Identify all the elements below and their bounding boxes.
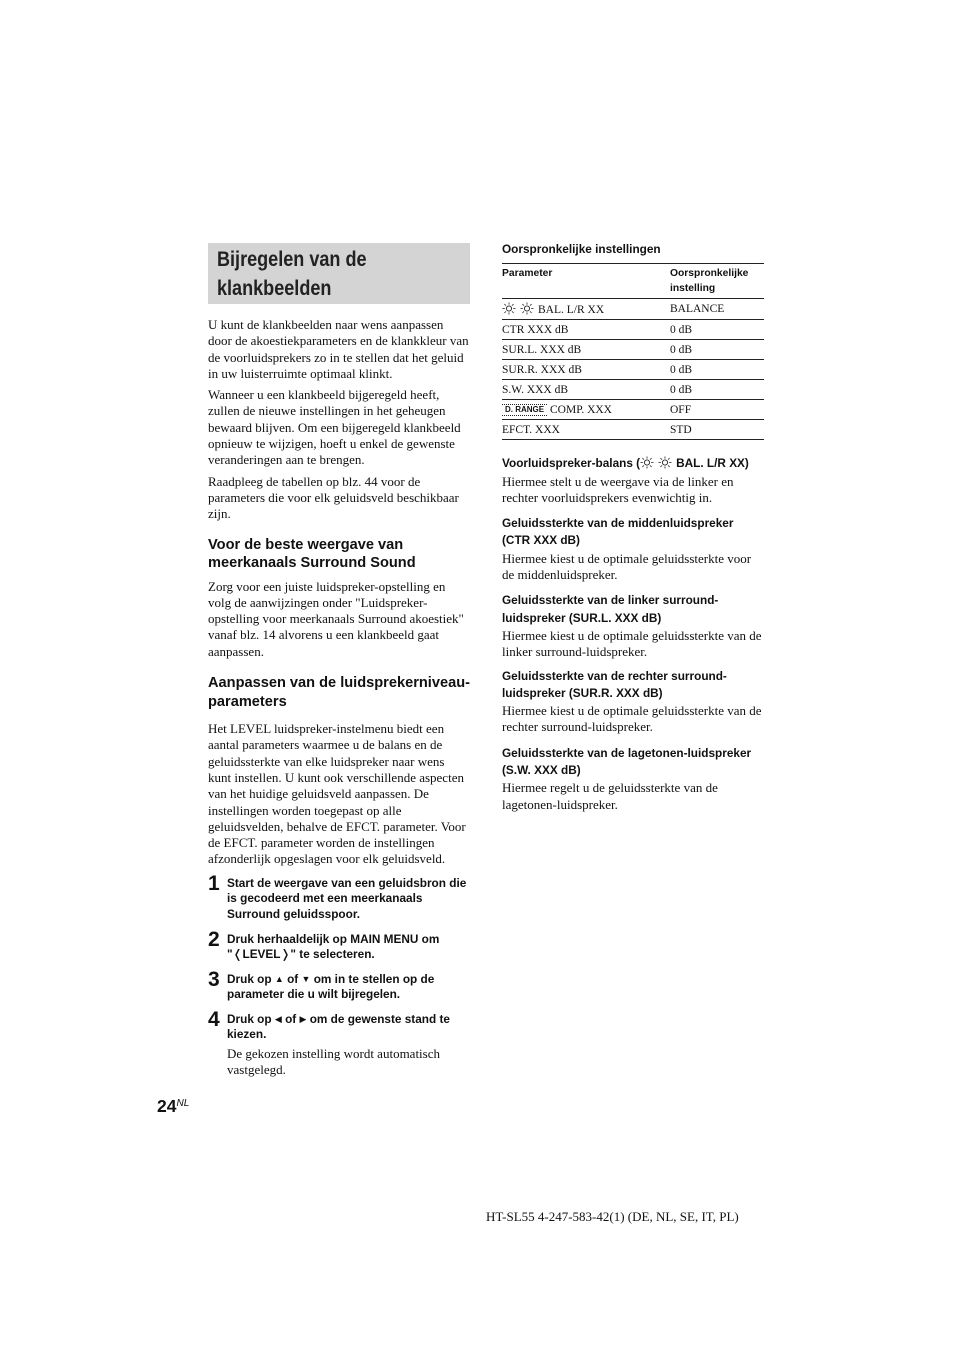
item-body: Hiermee regelt u de geluidssterkte van de lagetonen-luidspreker. [502,780,718,812]
left-column [208,243,470,1084]
item-center [502,515,764,583]
table-row [502,400,764,420]
table-cell: 0 dB [670,380,764,400]
table-row [502,380,764,400]
table-cell: STD [670,420,764,440]
item-body: Hiermee kiest u de optimale geluidssterkte van de rechter surround-luidspreker. [502,703,762,735]
step-text-part: om in te stellen op de parameter die u wilt bijregelen. [227,971,435,1002]
speaker-burst-icon [640,456,654,469]
speaker-burst-icon [520,302,534,315]
speaker-burst-icon [658,456,672,469]
step-text-part: " te selecteren. [290,947,375,962]
page-number [157,1096,189,1117]
title-line-1: Bijregelen van de [217,247,367,271]
step-text-part: om de gewenste stand te kiezen. [227,1011,450,1042]
item-heading: Geluidssterkte van de rechter surround-luidspreker (SUR.R. XXX dB) [502,668,727,700]
section-heading-surround: Voor de beste weergave van meerkanaals Surround Sound [208,536,416,572]
item-body: Hiermee stelt u de weergave via de linker en rechter voorluidsprekers evenwichtig in. [502,473,734,505]
step-text-part: of [287,971,299,986]
item-heading-part: Voorluidspreker-balans ( [502,456,641,471]
item-heading: Geluidssterkte van de lagetonen-luidspreker (S.W. XXX dB) [502,745,752,778]
step-text-part: Druk op [227,1011,272,1026]
arrow-up-icon: ▲ [274,973,284,984]
table-cell: BALANCE [670,299,764,320]
arrow-down-icon: ▼ [301,973,311,984]
table-cell: CTR XXX dB [502,320,670,340]
table-row [502,340,764,360]
footer-model-info: HT-SL55 4-247-583-42(1) (DE, NL, SE, IT, PL) [486,1209,739,1224]
right-column [502,241,764,818]
item-subwoofer [502,745,764,813]
table-row [502,360,764,380]
table-cell: 0 dB [670,340,764,360]
table-title: Oorspronkelijke instellingen [502,242,661,256]
item-surround-left [502,592,764,660]
table-cell [502,299,670,320]
row-param: BAL. L/R XX [538,303,605,316]
table-row [502,420,764,440]
chevron-left-icon: ❬ [232,947,243,962]
section-heading-level: Aanpassen van de luidsprekerniveau-parameters [208,675,470,710]
level-label: LEVEL [242,947,281,962]
arrow-right-icon: ▶ [299,1013,307,1024]
step-4 [208,1007,470,1079]
page-number-value: 24 [157,1096,177,1116]
step-1 [208,871,470,923]
table-header-row [502,264,764,299]
section-body-level: Het LEVEL luidspreker-instelmenu biedt een aantal parameters waarmee u de balans en de geluidssterkte van elke luidspreker naar wens kunt instellen. U kunt ook verschillende aspecten van het huidige geluidsveld aanpassen. De instellingen worden toegepast op alle geluidsvelden, behalve de EFCT. parameter. Voor de EFCT. parameter worden de instellingen afzonderlijk opgeslagen voor elk geluidsveld. [208,721,466,867]
item-heading: Geluidssterkte van de linker surround-luidspreker (SUR.L. XXX dB) [502,593,719,625]
step-text [227,1012,470,1043]
chevron-right-icon: ❭ [280,947,291,962]
intro-paragraph-3: Raadpleeg de tabellen op blz. 44 voor de parameters die voor elk geluidsveld beschikbaar zijn. [208,473,459,522]
step-text [227,972,470,1003]
item-body: Hiermee kiest u de optimale geluidssterkte voor de middenluidspreker. [502,550,752,583]
settings-table [502,263,764,440]
arrow-left-icon: ◀ [274,1013,282,1024]
item-balance [502,455,764,506]
table-cell: SUR.L. XXX dB [502,340,670,360]
item-body: Hiermee kiest u de optimale geluidssterkte van de linker surround-luidspreker. [502,627,762,660]
table-cell: S.W. XXX dB [502,380,670,400]
table-row [502,320,764,340]
table-cell [502,400,670,420]
table-cell: 0 dB [670,360,764,380]
step-text-part: Druk herhaaldelijk op MAIN MENU om " [227,931,440,962]
intro-paragraph-1: U kunt de klankbeelden naar wens aanpassen door de akoestiekparameters en de klankkleur van de voorluidsprekers zo in te stellen dat het geluid in uw luisterruimte optimaal klinkt. [208,317,469,381]
speaker-burst-icon [502,302,516,315]
item-heading: Geluidssterkte van de middenluidspreker (CTR XXX dB) [502,516,734,548]
step-number: 3 [208,967,220,991]
table-cell: 0 dB [670,320,764,340]
table-header-initial: Oorspronkelijke instelling [670,264,764,299]
step-text-part: of [285,1011,297,1026]
step-note: De gekozen instelling wordt automatisch vastgelegd. [227,1046,441,1078]
intro-paragraph-2: Wanneer u een klankbeeld bijgeregeld heeft, zullen de nieuwe instellingen in het geheugen bewaard blijven. Om een bijgeregeld klankbeeld opnieuw te wijzigen, hoeft u enkel de gewenste veranderingen aan te brengen. [208,387,461,468]
title-banner [208,243,470,304]
section-body-surround: Zorg voor een juiste luidspreker-opstelling en volg de aanwijzingen onder "Luidspreker-opstelling voor meerkanaals Surround akoestiek" vanaf blz. 14 alvorens u een klankbeeld gaat aanpassen. [208,578,464,659]
step-number: 2 [208,927,220,951]
step-number: 4 [208,1007,220,1031]
item-heading [502,455,764,472]
step-2 [208,927,470,963]
step-number: 1 [208,871,220,895]
table-cell: SUR.R. XXX dB [502,360,670,380]
table-row [502,299,764,320]
step-text-part: Druk op [227,971,272,986]
d-range-badge: D. RANGE [502,404,547,416]
step-3 [208,967,470,1003]
table-cell: EFCT. XXX [502,420,670,440]
row-param: COMP. XXX [550,403,612,416]
page-title [217,245,367,303]
title-line-2: klankbeelden [217,276,332,300]
item-surround-right [502,668,764,736]
item-heading-part: BAL. L/R XX) [676,456,749,471]
step-text: Start de weergave van een geluidsbron die is gecodeerd met een meerkanaals Surround geluidsspoor. [227,875,467,921]
step-text [227,932,470,963]
table-header-parameter: Parameter [502,264,670,299]
table-cell: OFF [670,400,764,420]
page-number-suffix: NL [176,1098,190,1109]
